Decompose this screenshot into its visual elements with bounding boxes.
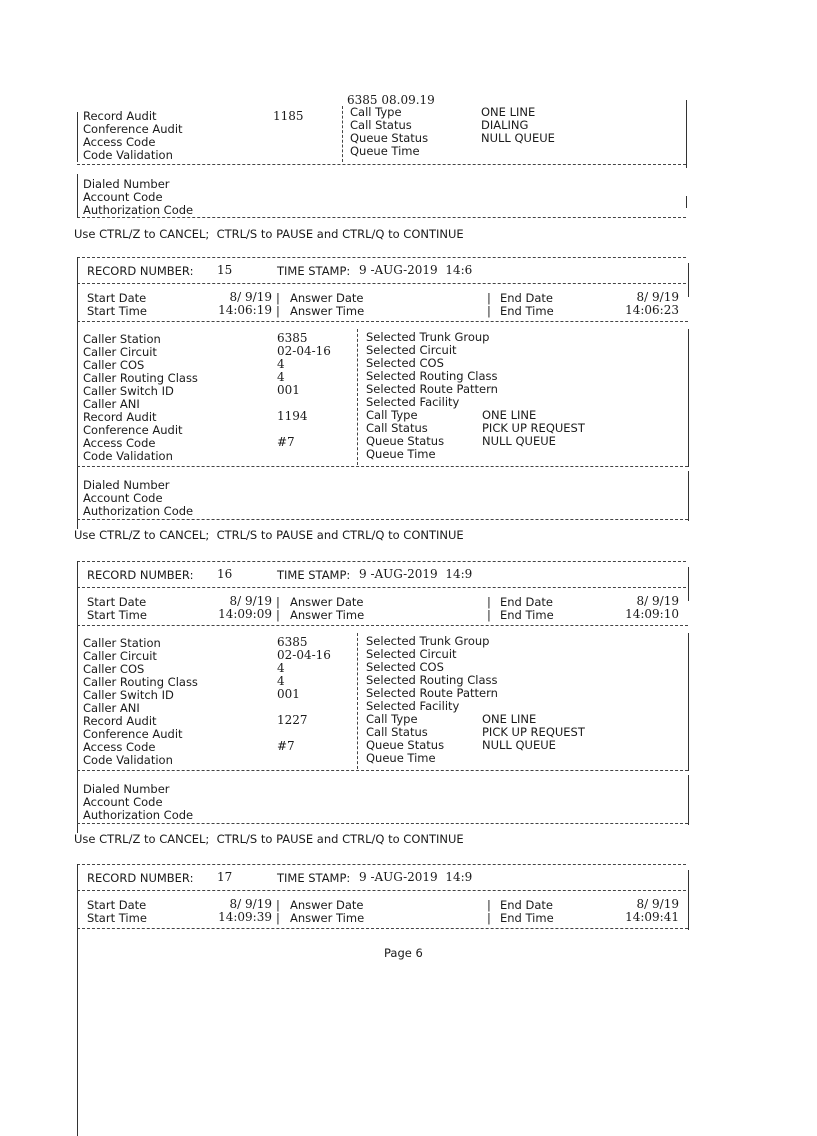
- caller-field-label: Caller COS: [83, 358, 145, 372]
- selected-field-label: Selected Route Pattern: [366, 382, 498, 396]
- answer-time-label: Answer Time: [290, 911, 365, 925]
- column-separator: |: [487, 304, 491, 318]
- selected-field-label: Call Type: [366, 712, 418, 726]
- start-date-value: 8/ 9/19: [229, 897, 272, 911]
- start-date-label: Start Date: [87, 898, 147, 912]
- timestamp-value: 9 -AUG-2019 14:9: [359, 870, 473, 884]
- record-number: 16: [217, 567, 233, 581]
- vertical-rule: [688, 471, 689, 521]
- caller-field-label: Code Validation: [83, 449, 173, 463]
- caller-field-value: 1194: [277, 409, 308, 423]
- record-number-label: RECORD NUMBER:: [87, 568, 194, 582]
- caller-field-label: Access Code: [83, 436, 156, 450]
- start-date-value: 8/ 9/19: [229, 290, 272, 304]
- caller-field-value: 4: [277, 370, 285, 384]
- field-label: Queue Status: [350, 131, 429, 145]
- field-label: Call Status: [350, 118, 412, 132]
- selected-field-value: PICK UP REQUEST: [482, 421, 585, 435]
- caller-field-label: Caller Circuit: [83, 345, 157, 359]
- vertical-rule: [77, 257, 78, 529]
- dashed-rule: [77, 587, 686, 588]
- dashed-rule: [77, 164, 686, 165]
- caller-field-label: Caller Routing Class: [83, 371, 198, 385]
- caller-field-label: Caller Switch ID: [83, 384, 174, 398]
- field-value: DIALING: [481, 118, 529, 132]
- caller-field-label: Caller ANI: [83, 701, 140, 715]
- selected-field-label: Selected Trunk Group: [366, 330, 490, 344]
- selected-field-label: Selected Facility: [366, 395, 460, 409]
- field-label: Conference Audit: [83, 122, 183, 136]
- caller-field-value: 6385: [277, 635, 308, 649]
- selected-field-label: Selected Route Pattern: [366, 686, 498, 700]
- end-time-value: 14:09:10: [625, 607, 679, 621]
- caller-field-value: 02-04-16: [277, 344, 331, 358]
- answer-date-label: Answer Date: [290, 898, 364, 912]
- record-number: 17: [217, 870, 233, 884]
- selected-field-value: PICK UP REQUEST: [482, 725, 585, 739]
- caller-field-value: 1227: [277, 713, 308, 727]
- caller-field-label: Caller Station: [83, 332, 161, 346]
- start-date-label: Start Date: [87, 291, 147, 305]
- selected-field-label: Selected Routing Class: [366, 673, 498, 687]
- column-separator: |: [276, 608, 280, 622]
- control-instructions: Use CTRL/Z to CANCEL; CTRL/S to PAUSE and CTRL/Q to CONTINUE: [74, 227, 464, 241]
- end-date-label: End Date: [500, 291, 553, 305]
- column-separator: |: [487, 911, 491, 925]
- caller-field-label: Caller Station: [83, 636, 161, 650]
- selected-field-label: Selected Trunk Group: [366, 634, 490, 648]
- dialed-field-label: Dialed Number: [83, 478, 170, 492]
- answer-time-label: Answer Time: [290, 608, 365, 622]
- dialed-field-label: Authorization Code: [83, 504, 194, 518]
- vertical-rule: [77, 112, 78, 162]
- dialed-field-label: Dialed Number: [83, 782, 170, 796]
- field-label: Access Code: [83, 135, 156, 149]
- dashed-rule: [77, 928, 688, 929]
- end-time-label: End Time: [500, 608, 554, 622]
- caller-field-label: Caller Routing Class: [83, 675, 198, 689]
- vertical-rule: [688, 633, 689, 771]
- selected-field-label: Call Status: [366, 421, 428, 435]
- selected-field-label: Selected COS: [366, 660, 444, 674]
- field-label: Call Type: [350, 105, 402, 119]
- column-divider: [342, 106, 343, 162]
- dashed-rule: [77, 519, 688, 520]
- end-time-label: End Time: [500, 304, 554, 318]
- selected-field-value: ONE LINE: [482, 408, 537, 422]
- timestamp-label: TIME STAMP:: [277, 568, 351, 582]
- column-divider: [357, 633, 358, 769]
- record-number: 15: [217, 263, 233, 277]
- column-separator: |: [487, 608, 491, 622]
- end-date-label: End Date: [500, 595, 553, 609]
- field-label: Queue Time: [350, 144, 420, 158]
- selected-field-label: Queue Status: [366, 738, 445, 752]
- end-time-label: End Time: [500, 911, 554, 925]
- vertical-rule: [686, 196, 687, 208]
- selected-field-label: Queue Status: [366, 434, 445, 448]
- column-separator: |: [487, 291, 491, 305]
- answer-date-label: Answer Date: [290, 595, 364, 609]
- vertical-rule: [77, 561, 78, 833]
- column-divider: [357, 329, 358, 465]
- field-label: Code Validation: [83, 148, 173, 162]
- dialed-field-label: Account Code: [83, 491, 163, 505]
- caller-field-label: Record Audit: [83, 714, 157, 728]
- dashed-rule: [77, 466, 688, 467]
- column-separator: |: [276, 898, 280, 912]
- caller-field-label: Caller Switch ID: [83, 688, 174, 702]
- vertical-rule: [688, 900, 689, 930]
- selected-field-label: Selected Circuit: [366, 647, 457, 661]
- dashed-rule: [77, 823, 688, 824]
- field-value: ONE LINE: [481, 105, 536, 119]
- start-time-label: Start Time: [87, 608, 147, 622]
- dashed-rule: [77, 321, 688, 322]
- start-time-label: Start Time: [87, 911, 147, 925]
- control-instructions: Use CTRL/Z to CANCEL; CTRL/S to PAUSE and CTRL/Q to CONTINUE: [74, 832, 464, 846]
- dashed-rule: [77, 770, 688, 771]
- selected-field-label: Queue Time: [366, 751, 436, 765]
- start-time-label: Start Time: [87, 304, 147, 318]
- caller-field-value: #7: [277, 739, 295, 753]
- selected-field-label: Selected Facility: [366, 699, 460, 713]
- record-header-code: 6385 08.09.19: [347, 93, 435, 107]
- start-date-label: Start Date: [87, 595, 147, 609]
- start-date-value: 8/ 9/19: [229, 594, 272, 608]
- selected-field-label: Call Type: [366, 408, 418, 422]
- end-date-value: 8/ 9/19: [636, 290, 679, 304]
- vertical-rule: [77, 174, 78, 218]
- timestamp-value: 9 -AUG-2019 14:9: [359, 567, 473, 581]
- record-number-label: RECORD NUMBER:: [87, 871, 194, 885]
- caller-field-label: Caller ANI: [83, 397, 140, 411]
- caller-field-value: #7: [277, 435, 295, 449]
- caller-field-value: 4: [277, 357, 285, 371]
- field-label: Record Audit: [83, 109, 157, 123]
- column-separator: |: [276, 911, 280, 925]
- selected-field-value: NULL QUEUE: [482, 434, 556, 448]
- caller-field-label: Conference Audit: [83, 423, 183, 437]
- vertical-rule: [686, 100, 687, 168]
- caller-field-value: 02-04-16: [277, 648, 331, 662]
- selected-field-label: Selected COS: [366, 356, 444, 370]
- field-label: Dialed Number: [83, 177, 170, 191]
- column-separator: |: [487, 898, 491, 912]
- answer-time-label: Answer Time: [290, 304, 365, 318]
- column-separator: |: [276, 595, 280, 609]
- start-time-value: 14:09:09: [218, 607, 272, 621]
- field-label: Authorization Code: [83, 203, 194, 217]
- page-number: Page 6: [384, 946, 423, 960]
- dialed-field-label: Authorization Code: [83, 808, 194, 822]
- selected-field-label: Call Status: [366, 725, 428, 739]
- start-time-value: 14:09:39: [218, 910, 272, 924]
- vertical-rule: [688, 870, 689, 904]
- caller-field-label: Access Code: [83, 740, 156, 754]
- caller-field-value: 4: [277, 661, 285, 675]
- start-time-value: 14:06:19: [218, 303, 272, 317]
- caller-field-label: Conference Audit: [83, 727, 183, 741]
- vertical-rule: [688, 329, 689, 467]
- record-number-label: RECORD NUMBER:: [87, 264, 194, 278]
- caller-field-label: Caller COS: [83, 662, 145, 676]
- selected-field-label: Selected Routing Class: [366, 369, 498, 383]
- selected-field-value: NULL QUEUE: [482, 738, 556, 752]
- caller-field-value: 4: [277, 674, 285, 688]
- dashed-rule: [77, 864, 686, 865]
- caller-field-value: 001: [277, 383, 300, 397]
- caller-field-label: Code Validation: [83, 753, 173, 767]
- dialed-field-label: Account Code: [83, 795, 163, 809]
- end-time-value: 14:06:23: [625, 303, 679, 317]
- end-date-value: 8/ 9/19: [636, 897, 679, 911]
- timestamp-label: TIME STAMP:: [277, 871, 351, 885]
- column-separator: |: [487, 595, 491, 609]
- timestamp-label: TIME STAMP:: [277, 264, 351, 278]
- dashed-rule: [77, 561, 686, 562]
- vertical-rule: [688, 775, 689, 825]
- field-value: NULL QUEUE: [481, 131, 555, 145]
- vertical-rule: [688, 567, 689, 601]
- selected-field-value: ONE LINE: [482, 712, 537, 726]
- vertical-rule: [688, 263, 689, 297]
- dashed-rule: [77, 890, 686, 891]
- end-date-label: End Date: [500, 898, 553, 912]
- dashed-rule: [77, 217, 686, 218]
- dashed-rule: [77, 257, 686, 258]
- caller-field-label: Record Audit: [83, 410, 157, 424]
- record-audit-value: 1185: [273, 109, 304, 123]
- caller-field-value: 001: [277, 687, 300, 701]
- selected-field-label: Queue Time: [366, 447, 436, 461]
- end-date-value: 8/ 9/19: [636, 594, 679, 608]
- caller-field-label: Caller Circuit: [83, 649, 157, 663]
- vertical-rule: [77, 864, 78, 942]
- dashed-rule: [77, 625, 688, 626]
- answer-date-label: Answer Date: [290, 291, 364, 305]
- column-separator: |: [276, 291, 280, 305]
- caller-field-value: 6385: [277, 331, 308, 345]
- dashed-rule: [77, 283, 686, 284]
- field-label: Account Code: [83, 190, 163, 204]
- selected-field-label: Selected Circuit: [366, 343, 457, 357]
- column-separator: |: [276, 304, 280, 318]
- timestamp-value: 9 -AUG-2019 14:6: [359, 263, 473, 277]
- control-instructions: Use CTRL/Z to CANCEL; CTRL/S to PAUSE and CTRL/Q to CONTINUE: [74, 528, 464, 542]
- end-time-value: 14:09:41: [625, 910, 679, 924]
